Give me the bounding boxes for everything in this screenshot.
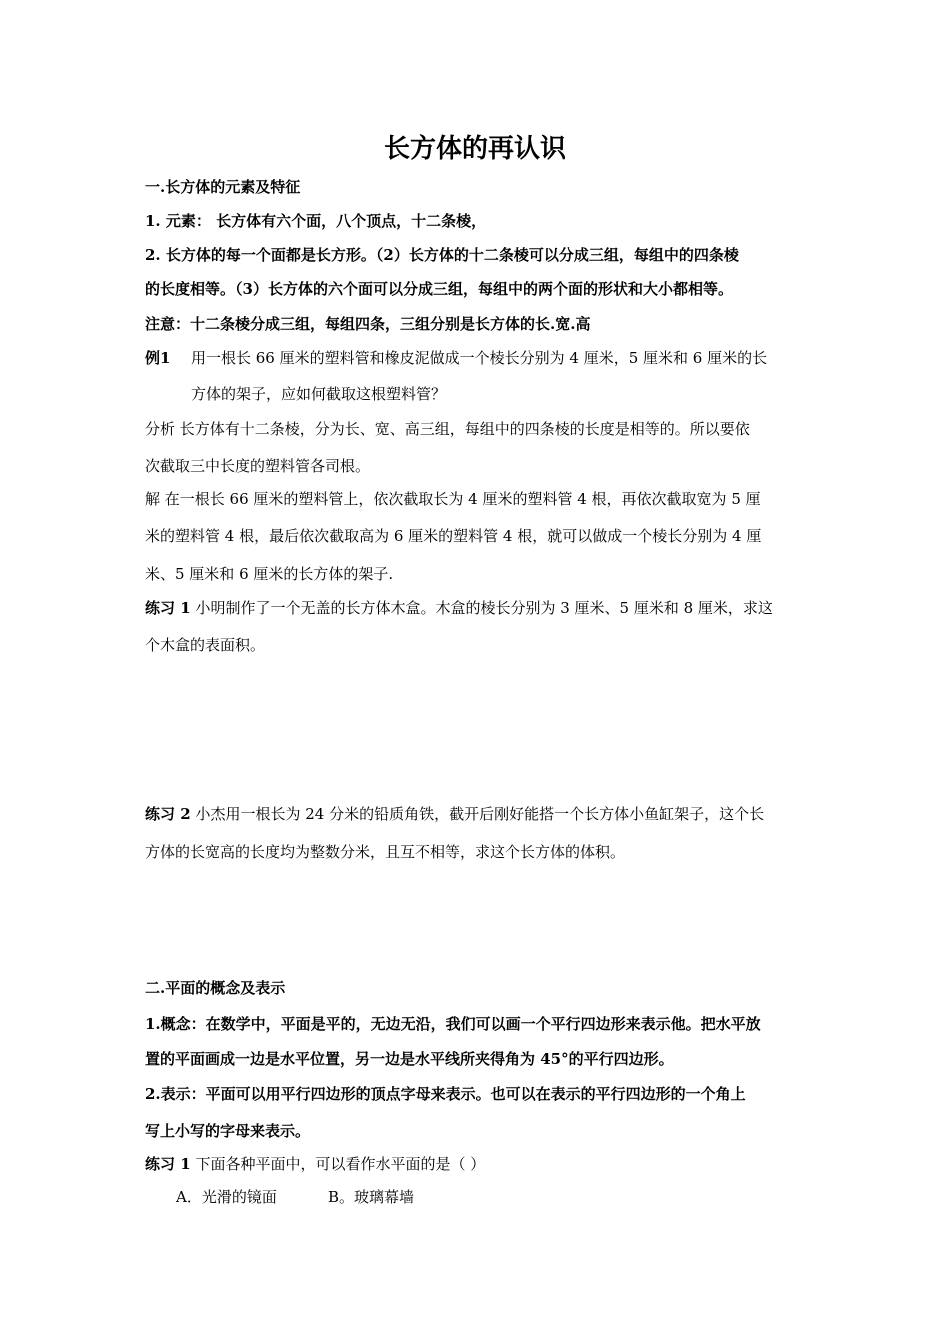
- section2-heading: 二.平面的概念及表示: [145, 979, 286, 997]
- exercise2-text-line2: 方体的长宽高的长度均为整数分米，且互不相等，求这个长方体的体积。: [145, 843, 626, 861]
- analysis-line1: 分析 长方体有十二条棱，分为长、宽、高三组，每组中的四条棱的长度是相等的。所以要依: [145, 420, 750, 438]
- exercise2-text-line1: 小杰用一根长为 24 分米的铅质角铁，截开后刚好能搭一个长方体小鱼缸架子，这个长: [195, 805, 765, 823]
- exercise2-label: 练习 2: [145, 805, 191, 823]
- section2-exercise-text: 下面各种平面中，可以看作水平面的是（ ）: [195, 1155, 486, 1173]
- analysis-line2: 次截取三中长度的塑料管各司根。: [145, 457, 371, 475]
- exercise1-label: 练习 1: [145, 599, 191, 617]
- exercise1-text-line2: 个木盒的表面积。: [145, 636, 266, 654]
- solution-line1: 解 在一根长 66 厘米的塑料管上，依次截取长为 4 厘米的塑料管 4 根，再依次截取宽为 5 厘: [145, 490, 761, 508]
- exercise2-line1: [145, 804, 825, 824]
- note-paragraph: 注意：十二条棱分成三组，每组四条，三组分别是长方体的长.宽.高: [145, 315, 591, 333]
- solution-line3: 米、5 厘米和 6 厘米的长方体的架子.: [145, 565, 394, 583]
- option-b: B。玻璃幕墙: [328, 1188, 415, 1206]
- option-a: A．光滑的镜面: [176, 1188, 277, 1206]
- solution-line2: 米的塑料管 4 根，最后依次截取高为 6 厘米的塑料管 4 根，就可以做成一个棱长分别为 4 厘: [145, 527, 762, 545]
- page-title: 长方体的再认识: [383, 134, 566, 164]
- example-text-line1: 用一根长 66 厘米的塑料管和橡皮泥做成一个棱长分别为 4 厘米，5 厘米和 6 厘米的长: [191, 349, 768, 367]
- example-label: 例1: [145, 349, 171, 367]
- features-paragraph-line2: 的长度相等。（3）长方体的六个面可以分成三组，每组中的两个面的形状和大小都相等。: [145, 280, 733, 298]
- representation-line2: 写上小写的字母来表示。: [145, 1122, 311, 1140]
- features-paragraph-line1: 2. 长方体的每一个面都是长方形。（2）长方体的十二条棱可以分成三组，每组中的四条棱: [145, 246, 739, 264]
- elements-paragraph: 1. 元素： 长方体有六个面，八个顶点，十二条棱，: [145, 212, 487, 230]
- section2-exercise-label: 练习 1: [145, 1155, 191, 1173]
- exercise1-text-line1: 小明制作了一个无盖的长方体木盒。木盒的棱长分别为 3 厘米、5 厘米和 8 厘米，求这: [195, 599, 773, 617]
- representation-line1: 2.表示：平面可以用平行四边形的顶点字母来表示。也可以在表示的平行四边形的一个角上: [145, 1085, 746, 1103]
- concept-line1: 1.概念：在数学中，平面是平的，无边无沿，我们可以画一个平行四边形来表示他。把水平放: [145, 1015, 761, 1033]
- section2-exercise-line: [145, 1154, 825, 1174]
- concept-line2: 置的平面画成一边是水平位置，另一边是水平线所夹得角为 45°的平行四边形。: [145, 1050, 674, 1068]
- exercise1-line1: [145, 598, 825, 618]
- options-line: [176, 1187, 856, 1207]
- example-text-line2: 方体的架子，应如何截取这根塑料管？: [191, 385, 447, 403]
- section1-heading: 一.长方体的元素及特征: [145, 178, 301, 196]
- example-line1: [145, 348, 825, 368]
